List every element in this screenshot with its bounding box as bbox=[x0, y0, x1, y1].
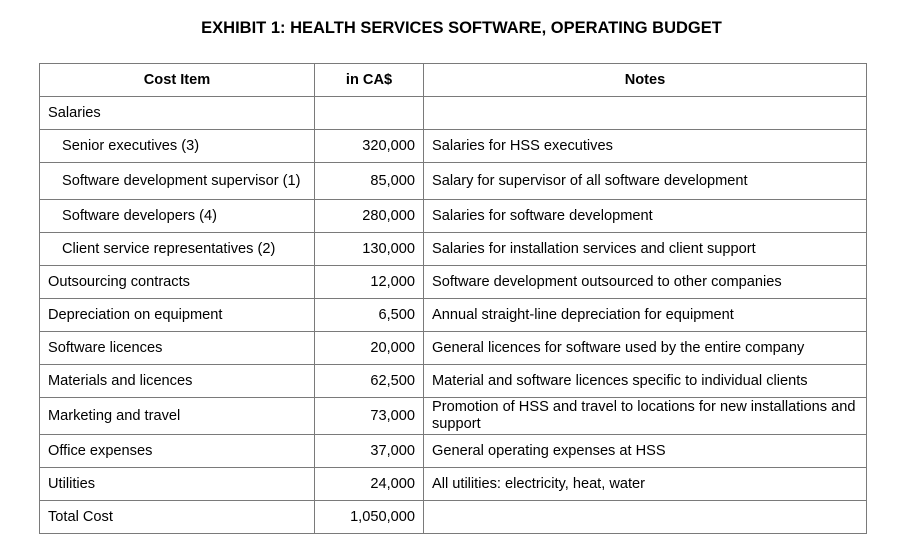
note: Salaries for installation services and client support bbox=[424, 233, 867, 266]
note: All utilities: electricity, heat, water bbox=[424, 468, 867, 501]
table-row-salaries bbox=[40, 97, 867, 130]
note: Software development outsourced to other companies bbox=[424, 266, 867, 299]
cost-item: Depreciation on equipment bbox=[40, 299, 315, 332]
table-row bbox=[40, 365, 867, 398]
cost-item: Software developers (4) bbox=[40, 200, 315, 233]
amount bbox=[315, 97, 424, 130]
header-amount: in CA$ bbox=[315, 64, 424, 97]
total-amount: 1,050,000 bbox=[315, 501, 424, 534]
note: Salary for supervisor of all software development bbox=[424, 163, 867, 200]
table-row bbox=[40, 130, 867, 163]
table-row bbox=[40, 332, 867, 365]
cost-item: Salaries bbox=[40, 97, 315, 130]
amount: 12,000 bbox=[315, 266, 424, 299]
table-row bbox=[40, 398, 867, 435]
table-row bbox=[40, 468, 867, 501]
total-label: Total Cost bbox=[40, 501, 315, 534]
note: Salaries for HSS executives bbox=[424, 130, 867, 163]
cost-item: Client service representatives (2) bbox=[40, 233, 315, 266]
amount: 280,000 bbox=[315, 200, 424, 233]
amount: 20,000 bbox=[315, 332, 424, 365]
note: Promotion of HSS and travel to locations for new installations and support bbox=[424, 398, 867, 435]
cost-item: Software licences bbox=[40, 332, 315, 365]
note bbox=[424, 501, 867, 534]
table-row bbox=[40, 200, 867, 233]
amount: 130,000 bbox=[315, 233, 424, 266]
cost-item: Marketing and travel bbox=[40, 398, 315, 435]
cost-item: Materials and licences bbox=[40, 365, 315, 398]
table-row bbox=[40, 266, 867, 299]
amount: 24,000 bbox=[315, 468, 424, 501]
note: Annual straight-line depreciation for equipment bbox=[424, 299, 867, 332]
note: Salaries for software development bbox=[424, 200, 867, 233]
amount: 6,500 bbox=[315, 299, 424, 332]
note: General licences for software used by the entire company bbox=[424, 332, 867, 365]
amount: 37,000 bbox=[315, 435, 424, 468]
amount: 85,000 bbox=[315, 163, 424, 200]
note: General operating expenses at HSS bbox=[424, 435, 867, 468]
table-row bbox=[40, 299, 867, 332]
note bbox=[424, 97, 867, 130]
header-row bbox=[40, 64, 867, 97]
amount: 73,000 bbox=[315, 398, 424, 435]
exhibit-title: EXHIBIT 1: HEALTH SERVICES SOFTWARE, OPERATING BUDGET bbox=[201, 19, 722, 37]
operating-budget-table bbox=[39, 63, 867, 534]
amount: 62,500 bbox=[315, 365, 424, 398]
note: Material and software licences specific to individual clients bbox=[424, 365, 867, 398]
header-notes: Notes bbox=[424, 64, 867, 97]
header-cost-item: Cost Item bbox=[40, 64, 315, 97]
cost-item: Senior executives (3) bbox=[40, 130, 315, 163]
table-row-total bbox=[40, 501, 867, 534]
cost-item: Outsourcing contracts bbox=[40, 266, 315, 299]
table-row bbox=[40, 163, 867, 200]
amount: 320,000 bbox=[315, 130, 424, 163]
cost-item: Software development supervisor (1) bbox=[40, 163, 315, 200]
table-row bbox=[40, 233, 867, 266]
table-row bbox=[40, 435, 867, 468]
cost-item: Office expenses bbox=[40, 435, 315, 468]
cost-item: Utilities bbox=[40, 468, 315, 501]
